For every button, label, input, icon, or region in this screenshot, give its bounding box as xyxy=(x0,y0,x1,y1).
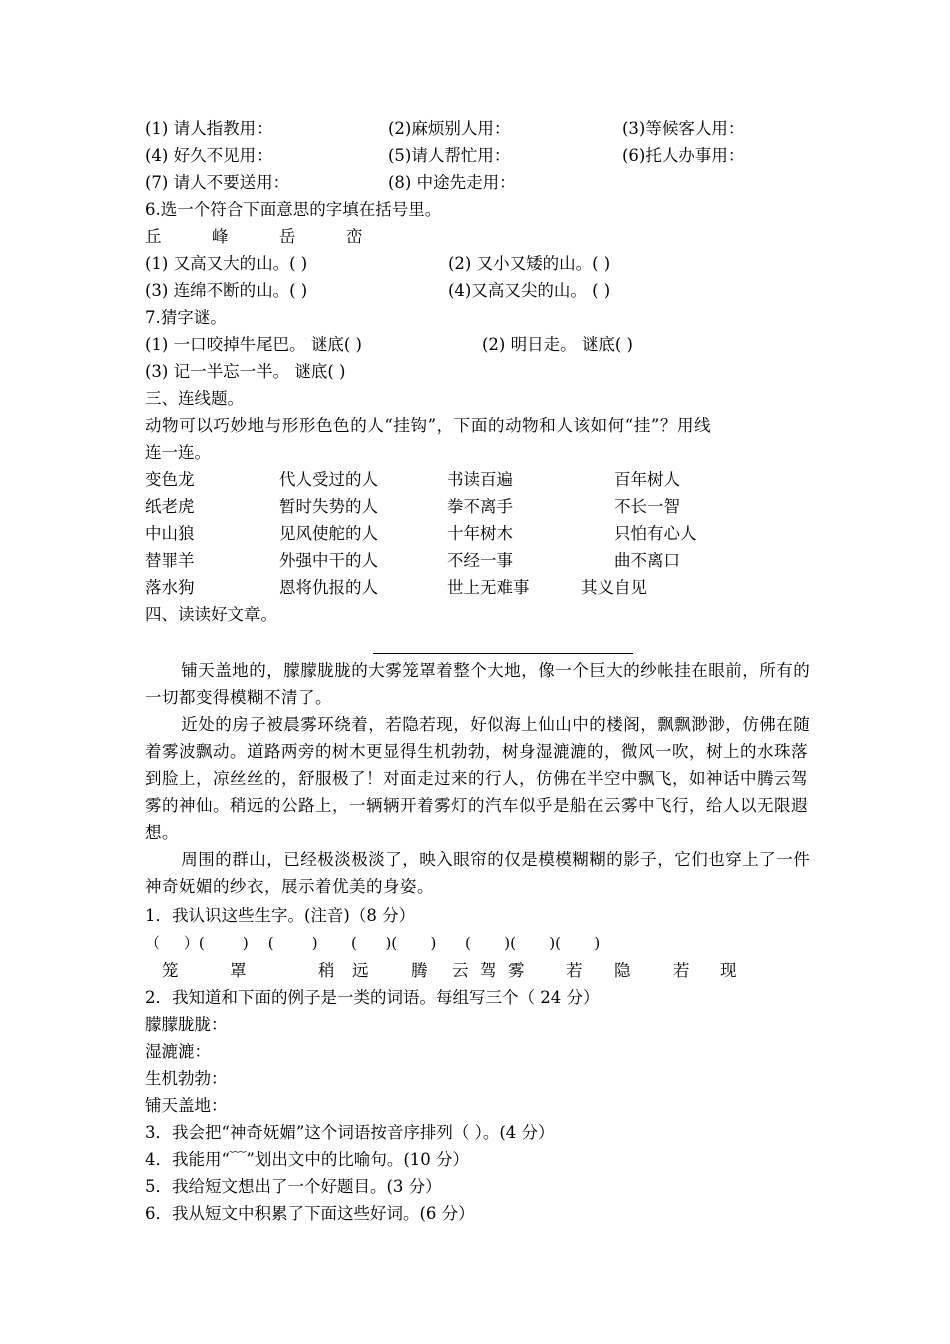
q6-char: 丘 xyxy=(145,227,162,246)
article-paragraph: 近处的房子被晨雾环绕着，若隐若现，好似海上仙山中的楼阁，飘飘渺渺，仿佛在随着雾波飘动。道路两旁的树木更显得生机勃勃，树身湿漉漉的，微风一吹，树上的水珠落到脸上，凉丝丝的，舒服极了！对面走过来的行人，仿佛在半空中飘飞，如神话中腾云驾雾的神仙。稍远的公路上，一辆辆开着雾灯的汽车似乎是船在云雾中飞行，给人以无限遐想。 xyxy=(145,715,811,842)
section3-intro: 动物可以巧妙地与形形色色的人“挂钩”，下面的动物和人该如何“挂”？用线 xyxy=(145,416,712,435)
match-animal[interactable]: 中山狼 xyxy=(145,524,195,543)
question-4: 4．我能用“﹋”划出文中的比喻句。(10 分） xyxy=(145,1150,470,1169)
match-person[interactable]: 暂时失势的人 xyxy=(279,497,378,516)
match-animal[interactable]: 变色龙 xyxy=(145,470,195,489)
hanzi-char: 远 xyxy=(352,961,369,980)
q6-item: (1) 又高又大的山。( ) xyxy=(145,254,308,273)
hanzi-char: 罩 xyxy=(230,961,247,980)
q6-char: 岳 xyxy=(279,227,296,246)
polite-item-2: (2)麻烦别人用： xyxy=(388,119,511,138)
polite-item-4: (4) 好久不见用： xyxy=(145,146,273,165)
question-5: 5．我给短文想出了一个好题目。(3 分） xyxy=(145,1177,442,1196)
q6-item: (3) 连绵不断的山。( ) xyxy=(145,281,308,300)
hanzi-char: 现 xyxy=(720,961,737,980)
match-animal[interactable]: 替罪羊 xyxy=(145,551,195,570)
q7-item: (1) 一口咬掉牛尾巴。 谜底( ) xyxy=(145,335,362,354)
hanzi-char: 稍 xyxy=(318,961,335,980)
pinyin-brackets[interactable]: （ ）( ) ( ) ( )( ) ( )( )( ) xyxy=(145,934,601,952)
match-proverb-right[interactable]: 其义自见 xyxy=(581,578,647,597)
match-proverb-right[interactable]: 只怕有心人 xyxy=(614,524,697,543)
match-proverb-left[interactable]: 书读百遍 xyxy=(447,470,513,489)
match-proverb-left[interactable]: 拳不离手 xyxy=(447,497,513,516)
polite-item-5: (5)请人帮忙用： xyxy=(388,146,511,165)
hanzi-char: 笼 xyxy=(162,961,179,980)
match-person[interactable]: 见风使舵的人 xyxy=(279,524,378,543)
match-animal[interactable]: 纸老虎 xyxy=(145,497,195,516)
hanzi-char: 若 xyxy=(673,961,690,980)
hanzi-char: 腾 xyxy=(411,961,428,980)
question-3: 3．我会把“神奇妩媚”这个词语按音序排列（ ）。(4 分） xyxy=(145,1123,555,1142)
question-1: 1．我认识这些生字。(注音)（8 分） xyxy=(145,906,416,925)
article-paragraph: 周围的群山，已经极淡极淡了，映入眼帘的仅是模模糊糊的影子，它们也穿上了一件神奇妩媚的纱衣，展示着优美的身姿。 xyxy=(145,850,811,896)
polite-item-3: (3)等候客人用： xyxy=(622,119,745,138)
hanzi-char: 雾 xyxy=(508,961,525,980)
section3-heading: 三、连线题。 xyxy=(145,389,244,408)
polite-item-8: (8) 中途先走用： xyxy=(388,173,516,192)
hanzi-char: 若 xyxy=(566,961,583,980)
polite-item-6: (6)托人办事用： xyxy=(622,146,745,165)
match-proverb-right[interactable]: 不长一智 xyxy=(614,497,680,516)
hanzi-char: 云 xyxy=(452,961,469,980)
match-proverb-right[interactable]: 百年树人 xyxy=(614,470,680,489)
match-proverb-left[interactable]: 世上无难事 xyxy=(447,578,530,597)
hanzi-char: 驾 xyxy=(480,961,497,980)
q6-title: 6.选一个符合下面意思的字填在括号里。 xyxy=(145,200,442,219)
article-paragraph: 铺天盖地的，朦朦胧胧的大雾笼罩着整个大地，像一个巨大的纱帐挂在眼前，所有的一切都变得模糊不清了。 xyxy=(145,661,811,707)
polite-item-7: (7) 请人不要送用： xyxy=(145,173,290,192)
match-proverb-left[interactable]: 十年树木 xyxy=(447,524,513,543)
section3-intro-cont: 连一连。 xyxy=(145,443,211,462)
match-person[interactable]: 恩将仇报的人 xyxy=(279,578,378,597)
article-body xyxy=(145,657,813,900)
q6-char: 峰 xyxy=(212,227,229,246)
q7-title: 7.猜字谜。 xyxy=(145,308,227,327)
word-group-prompt[interactable]: 生机勃勃： xyxy=(145,1069,228,1088)
section4-heading: 四、读读好文章。 xyxy=(145,605,277,624)
question-6: 6．我从短文中积累了下面这些好词。(6 分） xyxy=(145,1204,475,1223)
word-group-prompt[interactable]: 湿漉漉： xyxy=(145,1042,211,1061)
q6-item: (2) 又小又矮的山。( ) xyxy=(448,254,611,273)
match-proverb-right[interactable]: 曲不离口 xyxy=(614,551,680,570)
match-person[interactable]: 代人受过的人 xyxy=(279,470,378,489)
hanzi-char: 隐 xyxy=(614,961,631,980)
question-2: 2．我知道和下面的例子是一类的词语。每组写三个（ 24 分） xyxy=(145,988,600,1007)
polite-item-1: (1) 请人指教用： xyxy=(145,119,273,138)
word-group-prompt[interactable]: 铺天盖地： xyxy=(145,1096,228,1115)
q7-item: (3) 记一半忘一半。 谜底( ) xyxy=(145,362,346,381)
match-proverb-left[interactable]: 不经一事 xyxy=(447,551,513,570)
match-animal[interactable]: 落水狗 xyxy=(145,578,195,597)
title-blank-line[interactable] xyxy=(373,653,633,654)
q6-char: 峦 xyxy=(346,227,363,246)
q6-item: (4)又高又尖的山。 ( ) xyxy=(448,281,611,300)
q7-item: (2) 明日走。 谜底( ) xyxy=(482,335,633,354)
match-person[interactable]: 外强中干的人 xyxy=(279,551,378,570)
word-group-prompt[interactable]: 朦朦胧胧： xyxy=(145,1015,228,1034)
